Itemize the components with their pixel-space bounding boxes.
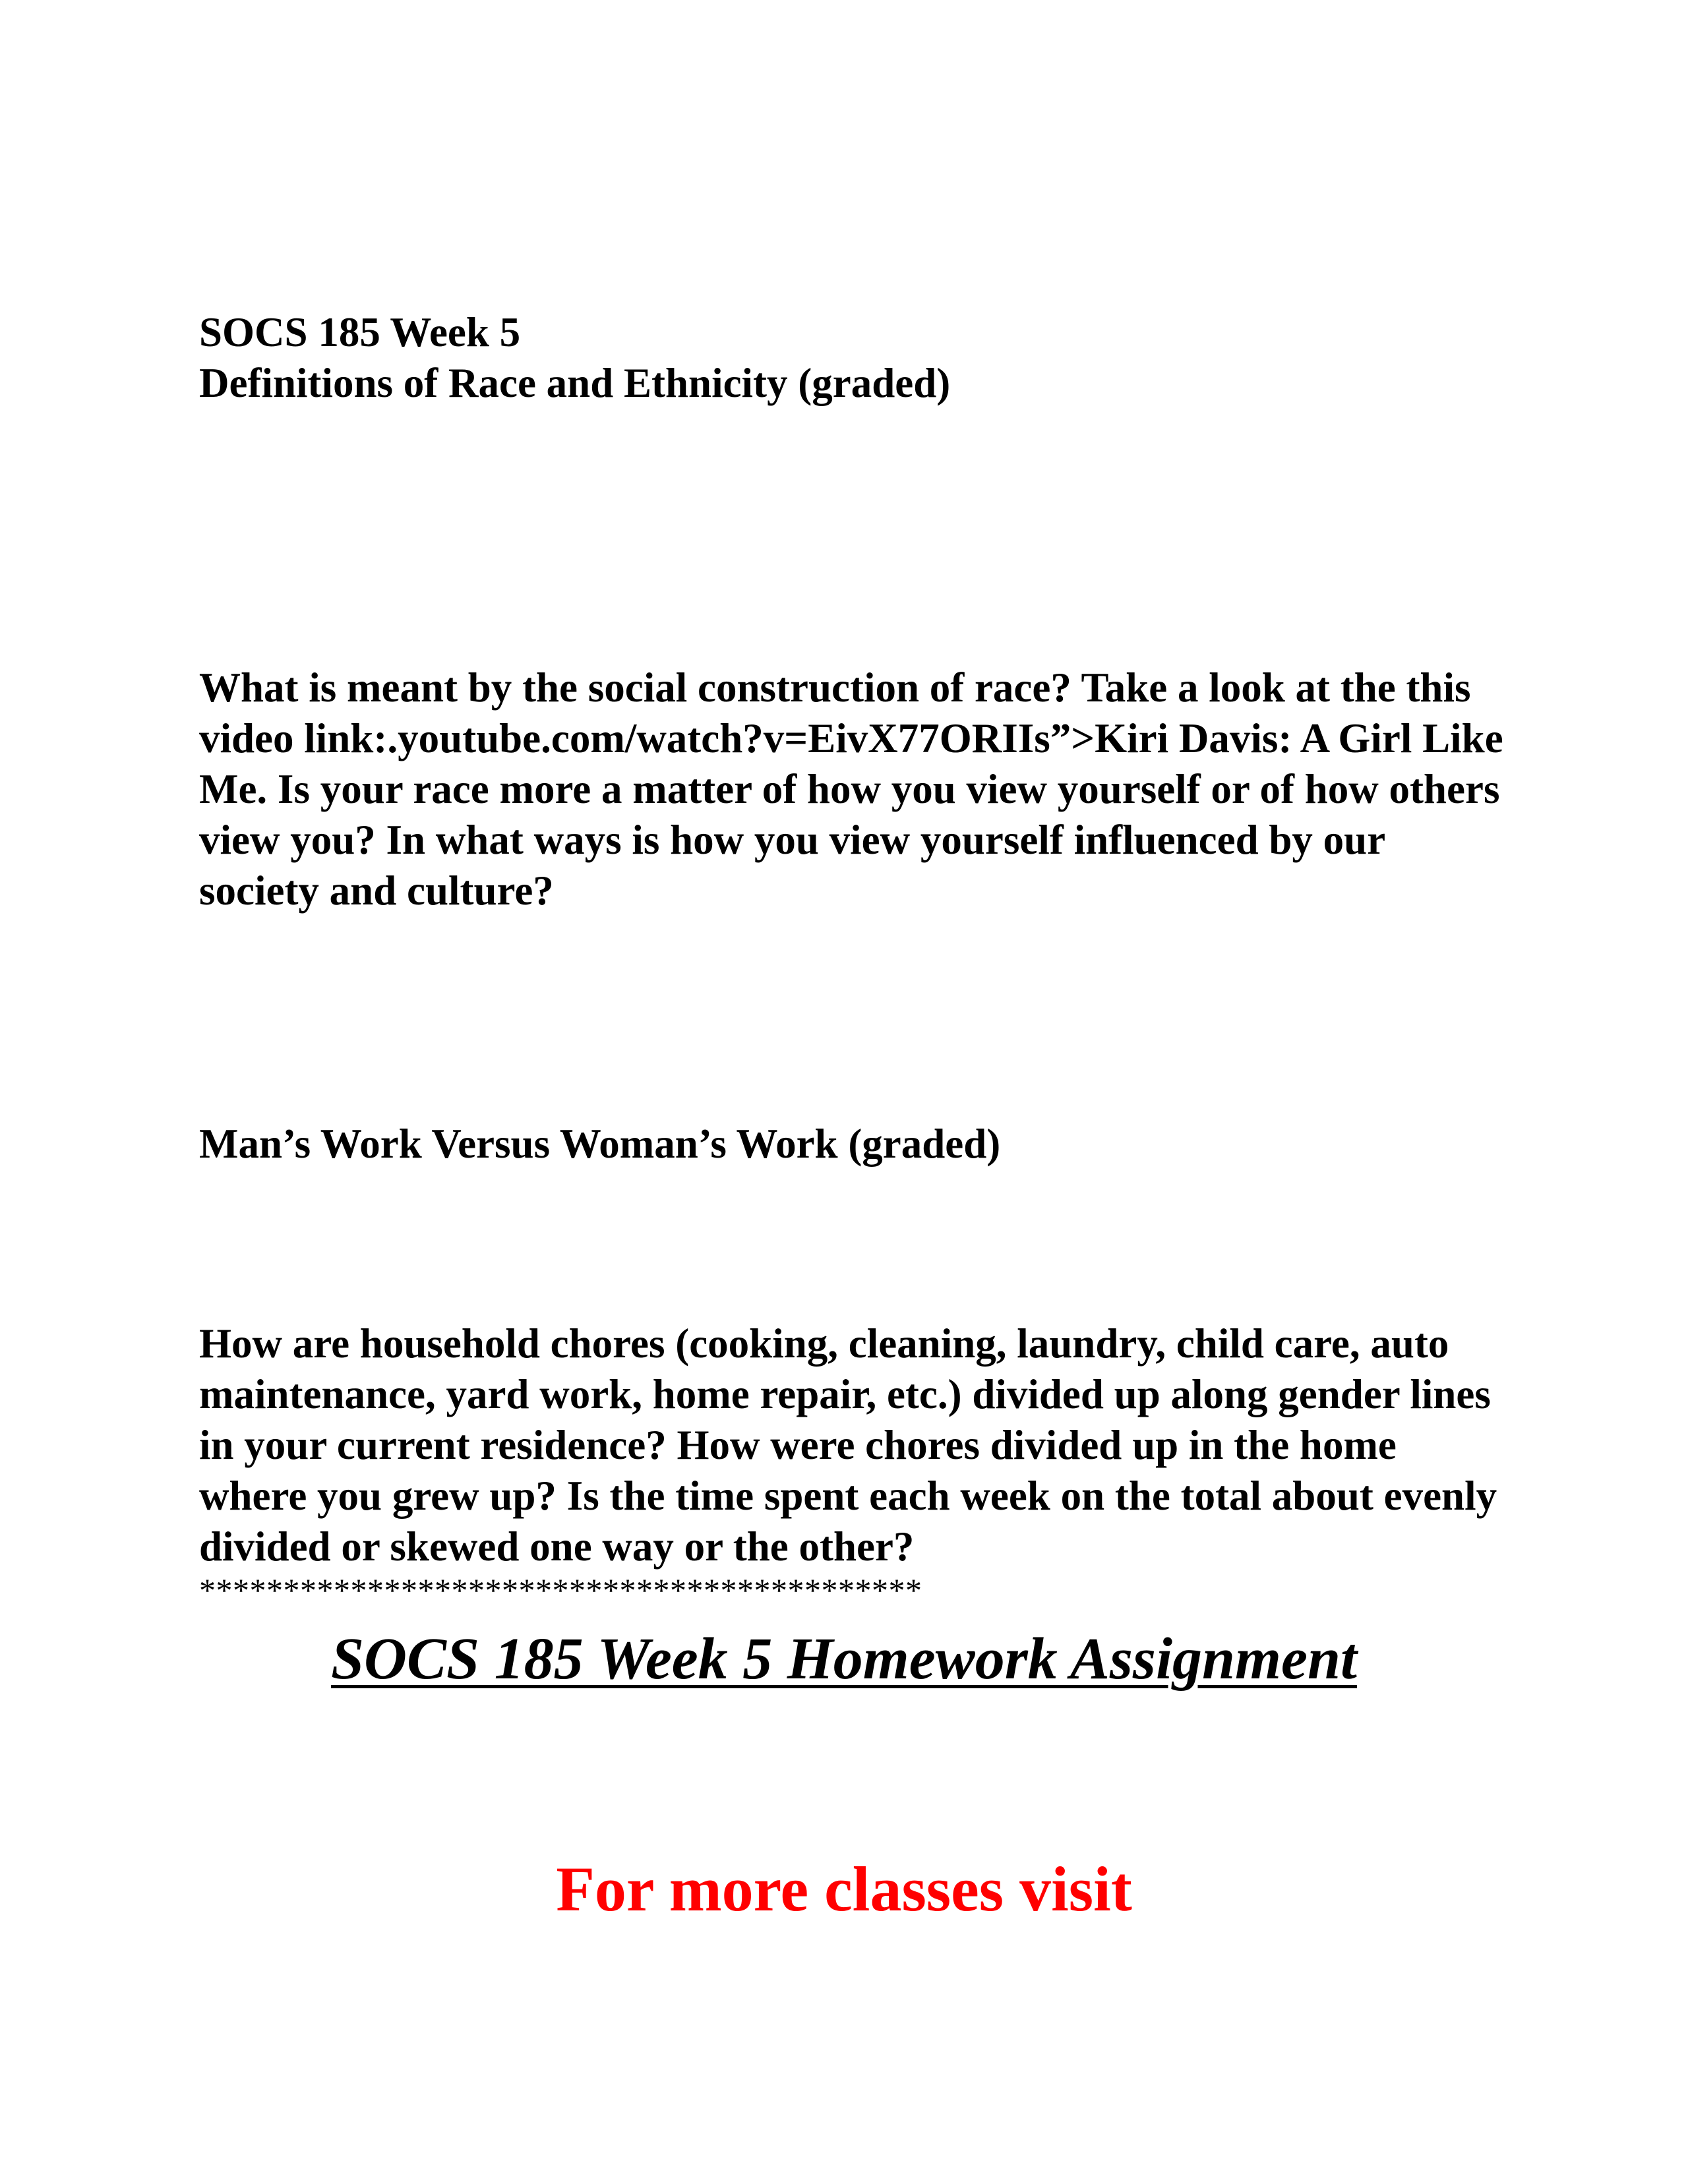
visit-text: For more classes visit	[556, 1854, 1132, 1924]
header-block	[199, 307, 1505, 409]
discussion2-title: Man’s Work Versus Woman’s Work (graded)	[199, 1121, 1001, 1167]
homework-assignment-title: SOCS 185 Week 5 Homework Assignment	[330, 1626, 1358, 1692]
asterisk-separator: *******************************************	[199, 1572, 922, 1608]
course-week-heading: SOCS 185 Week 5	[199, 309, 521, 355]
discussion1-question: What is meant by the social construction of race? Take a look at the this video link:.youtube.com/watch?v=EivX77ORIIs”>Kiri Davis: A Girl Like Me. Is your race more a matter of how you view yourself or of how others view you? In what ways is how you view yourself influenced by our society and culture?	[199, 664, 1503, 914]
discussion2-question: How are household chores (cooking, cleaning, laundry, child care, auto maintenance, yard work, home repair, etc.) divided up along gender lines in your current residence? How were chores divided up in the home where you grew up? Is the time spent each week on the total about evenly divided or skewed one way or the other?	[199, 1320, 1497, 1570]
discussion1-title: Definitions of Race and Ethnicity (graded)	[199, 360, 951, 406]
